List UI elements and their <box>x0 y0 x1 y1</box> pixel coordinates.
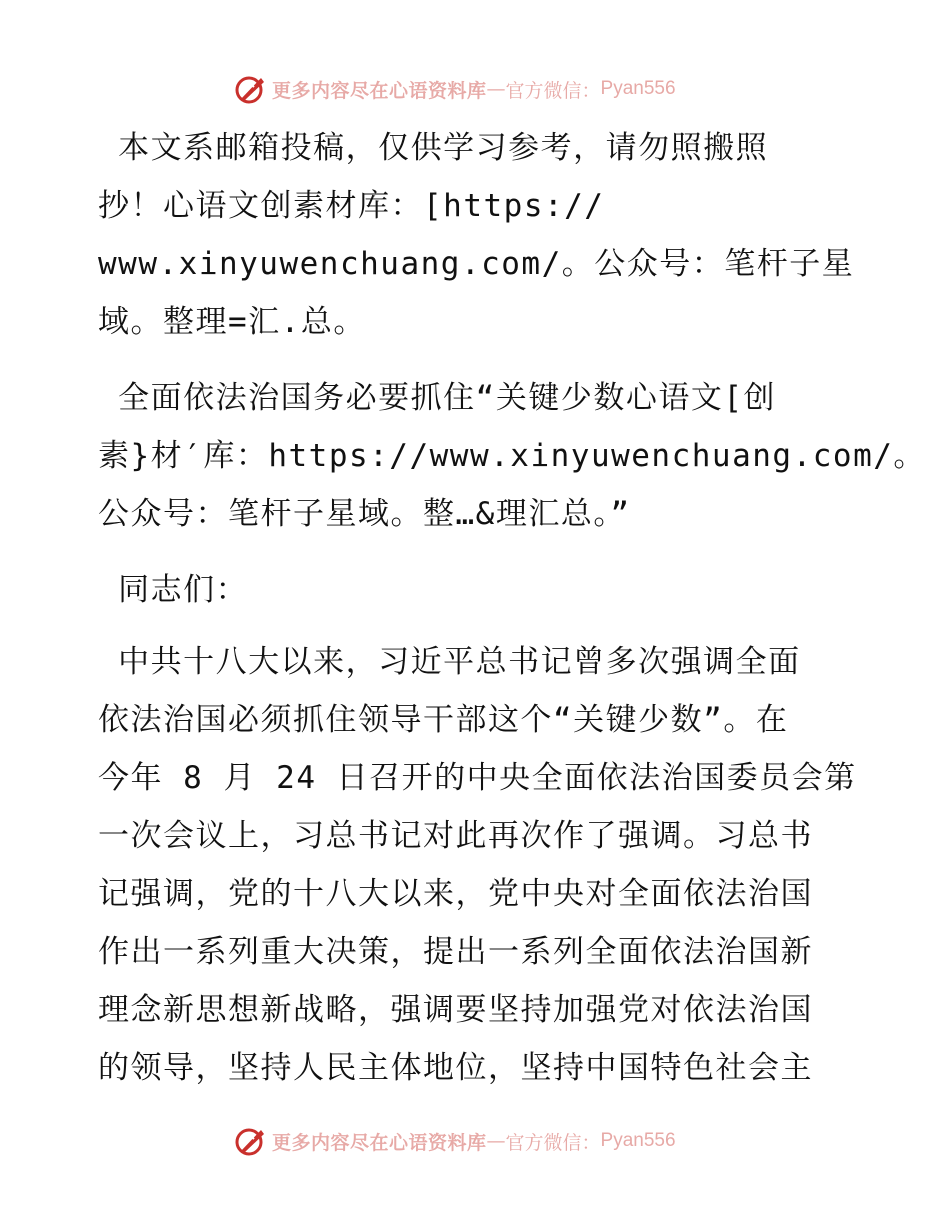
banner-account: Pyan556 <box>600 78 676 99</box>
text-line: 的领导，坚持人民主体地位，坚持中国特色社会主 <box>98 1050 813 1086</box>
banner-separator: — <box>486 78 506 100</box>
paragraph-disclaimer <box>98 119 858 351</box>
paragraph-body <box>98 633 858 1097</box>
text-line: 今年 8 月 24 日召开的中央全面依法治国委员会第 <box>98 760 857 796</box>
text-line: 公众号：笔杆子星域。整…&理汇总。” <box>98 496 631 532</box>
banner-separator: — <box>486 1130 506 1152</box>
text-line: 本文系邮箱投稿，仅供学习参考，请勿照搬照 <box>98 130 769 166</box>
text-line: 一次会议上，习总书记对此再次作了强调。习总书 <box>98 818 813 854</box>
header-banner <box>234 72 676 106</box>
banner-text: 更多内容尽在心语资料库 <box>272 79 487 102</box>
banner-wechat-label: 官方微信： <box>505 79 601 102</box>
paragraph-salutation <box>98 561 858 619</box>
text-line: 全面依法治国务必要抓住“关键少数心语文[创 <box>98 380 776 416</box>
text-line: 域。整理=汇.总。 <box>98 304 366 340</box>
text-line: www.xinyuwenchuang.com/。公众号：笔杆子星 <box>98 246 855 282</box>
quill-logo-icon <box>234 1125 266 1157</box>
text-line: 抄！心语文创素材库：[https:// <box>98 188 605 224</box>
footer-banner <box>234 1124 676 1158</box>
paragraph-title <box>98 369 926 543</box>
banner-text: 更多内容尽在心语资料库 <box>272 1131 487 1154</box>
banner-wechat-label: 官方微信： <box>505 1131 601 1154</box>
text-line: 记强调，党的十八大以来，党中央对全面依法治国 <box>98 876 813 912</box>
banner-account: Pyan556 <box>600 1130 676 1151</box>
text-line: 理念新思想新战略，强调要坚持加强党对依法治国 <box>98 992 813 1028</box>
quill-logo-icon <box>234 73 266 105</box>
text-line: 作出一系列重大决策，提出一系列全面依法治国新 <box>98 934 813 970</box>
text-line: 素}材′库：https://www.xinyuwenchuang.com/。 <box>98 438 926 474</box>
text-line: 同志们： <box>98 572 249 608</box>
text-line: 中共十八大以来，习近平总书记曾多次强调全面 <box>98 644 801 680</box>
text-line: 依法治国必须抓住领导干部这个“关键少数”。在 <box>98 702 789 738</box>
